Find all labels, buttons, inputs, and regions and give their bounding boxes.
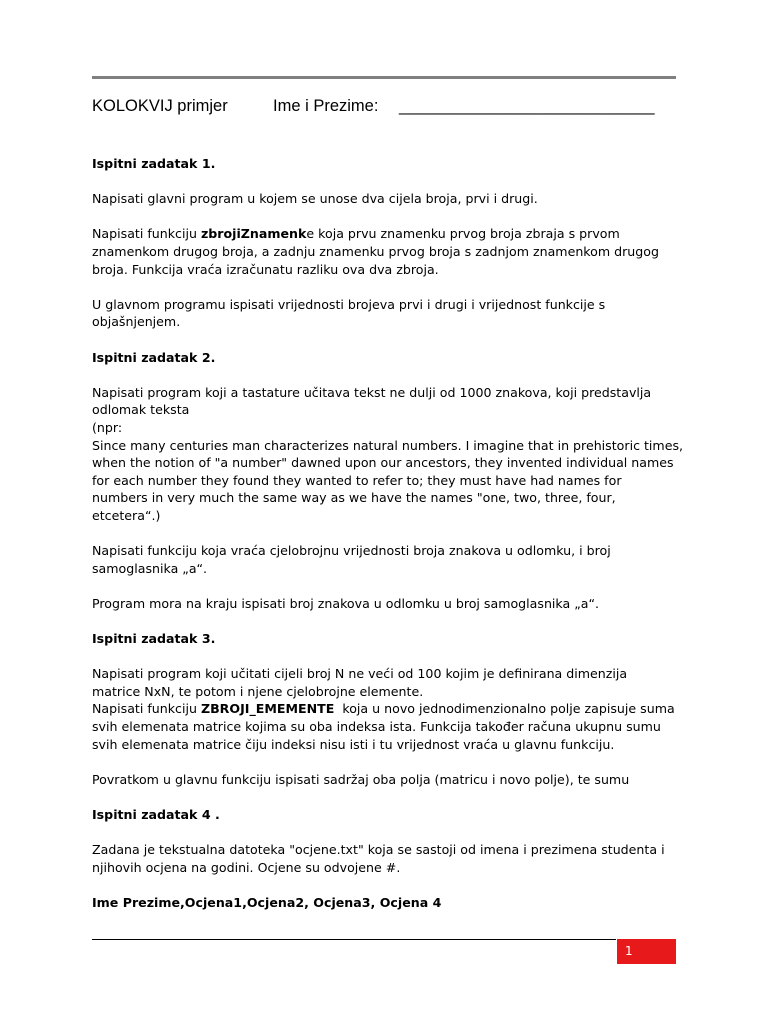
task2-p1-line7: numbers in very much the same way as we have the names "one, two, three, four, xyxy=(92,490,616,506)
task2-paragraph-2 xyxy=(92,542,692,577)
exam-title: KOLOKVIJ primjer xyxy=(92,97,228,115)
task2-p2-line2: samoglasnika „a“. xyxy=(92,560,208,576)
task4-paragraph-1 xyxy=(92,841,692,876)
page-number-box xyxy=(617,939,676,964)
task1-paragraph-3 xyxy=(92,296,692,331)
task3-paragraph-1 xyxy=(92,665,692,753)
task2-heading: Ispitni zadatak 2. xyxy=(92,349,216,365)
task3-p1-line3b: koja u novo jednodimenzionalno polje zapisuje suma xyxy=(334,701,675,717)
task3-p1-line1: Napisati program koji učitati cijeli broj N ne veći od 100 kojim je definirana dimenzija xyxy=(92,666,628,682)
task2-p1-line1: Napisati program koji a tastature učitava tekst ne dulji od 1000 znakova, koji predstavlja xyxy=(92,384,652,400)
task3-p1-line5: svih elemenata matrice čiju indeksi nisu isti i tu vrijednost vraća u glavnu funkciju. xyxy=(92,736,615,752)
function-name-zbroji-ememente: ZBROJI_EMEMENTE xyxy=(200,701,335,717)
task1-p3-line1: U glavnom programu ispisati vrijednosti brojeva prvi i drugi i vrijednost funkcije s xyxy=(92,296,606,312)
task3-p1-line2: matrice NxN, te potom i njene cjelobrojne elemente. xyxy=(92,683,424,699)
task3-p1-line3a: Napisati funkciju xyxy=(92,701,201,717)
footer-rule xyxy=(92,939,616,940)
task1-p1-line1: Napisati glavni program u kojem se unose dva cijela broja, prvi i drugi. xyxy=(92,191,538,207)
task3-p2-line1: Povratkom u glavnu funkciju ispisati sadržaj oba polja (matricu i novo polje), te sumu xyxy=(92,771,630,787)
function-name-zbrojiznamenk: zbrojiZnamenk xyxy=(200,226,307,242)
task2-p1-line5: when the notion of "a number" dawned upon our ancestors, they invented individual names xyxy=(92,455,674,471)
task2-p1-line8: etcetera“.) xyxy=(92,507,161,523)
document-header xyxy=(92,95,676,119)
task2-p1-line4: Since many centuries man characterizes natural numbers. I imagine that in prehistoric times, xyxy=(92,437,684,453)
task4-p1-line1: Zadana je tekstualna datoteka "ocjene.txt" koja se sastoji od imena i prezimena studenta i xyxy=(92,842,665,858)
task1-paragraph-1 xyxy=(92,190,692,208)
task3-p1-line4: svih elemenata matrice kojima su oba indeksa ista. Funkcija također računa ukupnu sumu xyxy=(92,719,661,734)
task3-heading: Ispitni zadatak 3. xyxy=(92,631,216,647)
task4-heading: Ispitni zadatak 4 . xyxy=(92,806,220,822)
header-top-rule xyxy=(92,76,676,79)
task1-p2-line3: broja. Funkcija vraća izračunatu razliku ova dva zbroja. xyxy=(92,261,439,277)
task2-p2-line1: Napisati funkciju koja vraća cjelobrojnu vrijednosti broja znakova u odlomku, i broj xyxy=(92,543,611,559)
task1-p2-line1a: Napisati funkciju xyxy=(92,226,201,242)
task2-paragraph-3 xyxy=(92,595,692,613)
task3-paragraph-2 xyxy=(92,771,692,789)
task2-p3-line1: Program mora na kraju ispisati broj znakova u odlomku u broj samoglasnika „a“. xyxy=(92,595,599,611)
task1-heading: Ispitni zadatak 1. xyxy=(92,156,216,171)
name-label: Ime i Prezime: xyxy=(273,97,379,115)
task1-p2-line2: znamenkom drugog broja, a zadnju znamenku prvog broja s zadnjom znamenkom drugog xyxy=(92,243,659,259)
task1-paragraph-2 xyxy=(92,225,692,278)
task1-p2-line1b: e koja prvu znamenku prvog broja zbraja s prvom xyxy=(306,226,620,242)
page-number: 1 xyxy=(625,944,633,958)
task4-format-line: Ime Prezime,Ocjena1,Ocjena2, Ocjena3, Ocjena 4 xyxy=(92,894,442,910)
task1-p3-line2: objašnjenjem. xyxy=(92,314,181,330)
task4-p1-line2: njihovih ocjena na godini. Ocjene su odvojene #. xyxy=(92,859,401,875)
task2-paragraph-1 xyxy=(92,384,692,525)
task2-p1-line2: odlomak teksta xyxy=(92,402,190,418)
name-blank-line: ____________________________ xyxy=(399,97,655,115)
task2-p1-line3: (npr: xyxy=(92,419,123,435)
document-body xyxy=(92,155,692,912)
task2-p1-line6: for each number they found they wanted to refer to; they must have had names for xyxy=(92,472,622,488)
